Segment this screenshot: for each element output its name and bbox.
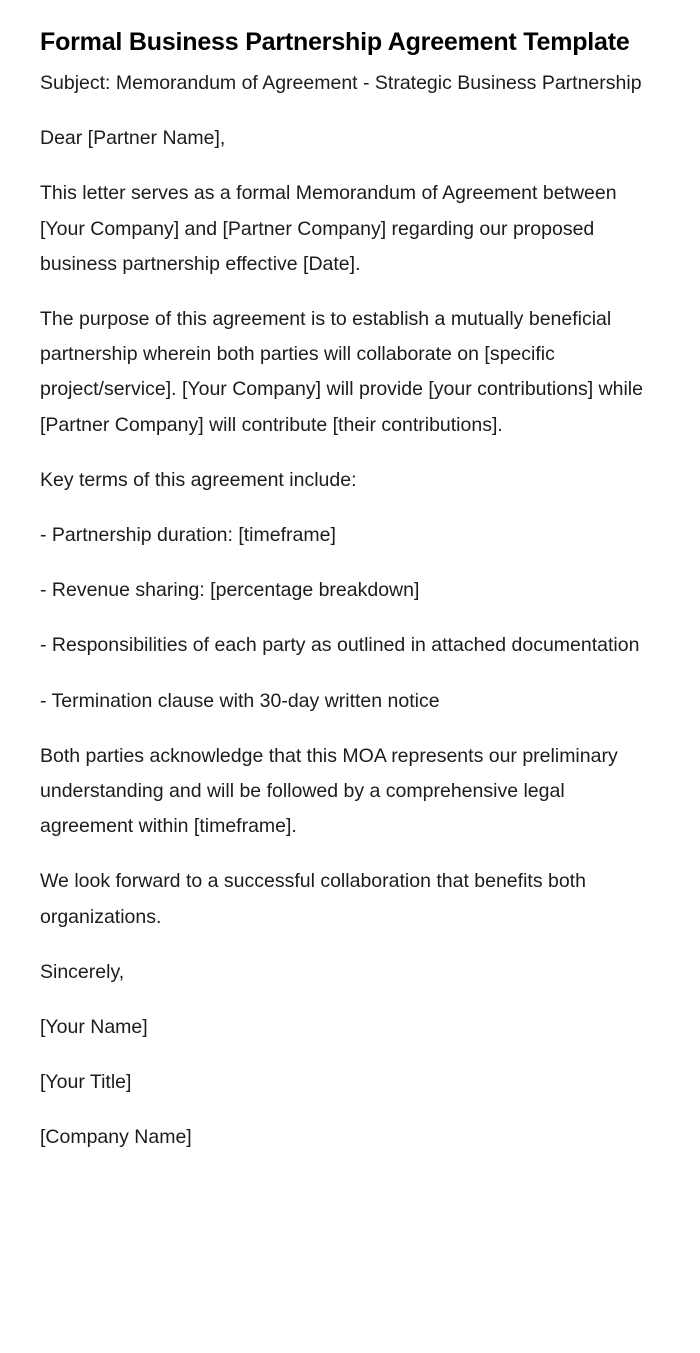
subject-line: Subject: Memorandum of Agreement - Strategic Business Partnership	[40, 72, 642, 94]
acknowledgement-paragraph: Both parties acknowledge that this MOA represents our preliminary understanding and will be followed by a comprehensive legal agreement within [timeframe].	[40, 744, 618, 838]
sign-off: Sincerely,	[40, 960, 125, 983]
key-terms-heading: Key terms of this agreement include:	[40, 468, 357, 491]
signature-company: [Company Name]	[40, 1126, 192, 1149]
term-item-termination: - Termination clause with 30-day written notice	[40, 689, 440, 712]
purpose-paragraph: The purpose of this agreement is to establish a mutually beneficial partnership wherein both parties will collaborate on [specific project/service]. [Your Company] will provide [your contributions] while [Partner Company] will contribute [their contributions].	[40, 308, 643, 436]
signature-name: [Your Name]	[40, 1016, 148, 1039]
term-item-duration: - Partnership duration: [timeframe]	[40, 524, 336, 547]
salutation: Dear [Partner Name],	[40, 127, 226, 150]
intro-paragraph: This letter serves as a formal Memorandum of Agreement between [Your Company] and [Partner Company] regarding our proposed business partnership effective [Date].	[40, 182, 617, 275]
signature-title: [Your Title]	[40, 1071, 132, 1094]
closing-paragraph: We look forward to a successful collaboration that benefits both organizations.	[40, 870, 586, 928]
term-item-responsibilities: - Responsibilities of each party as outlined in attached documentation	[40, 634, 640, 657]
document-title: Formal Business Partnership Agreement Template	[40, 28, 630, 56]
term-item-revenue: - Revenue sharing: [percentage breakdown]	[40, 579, 420, 602]
